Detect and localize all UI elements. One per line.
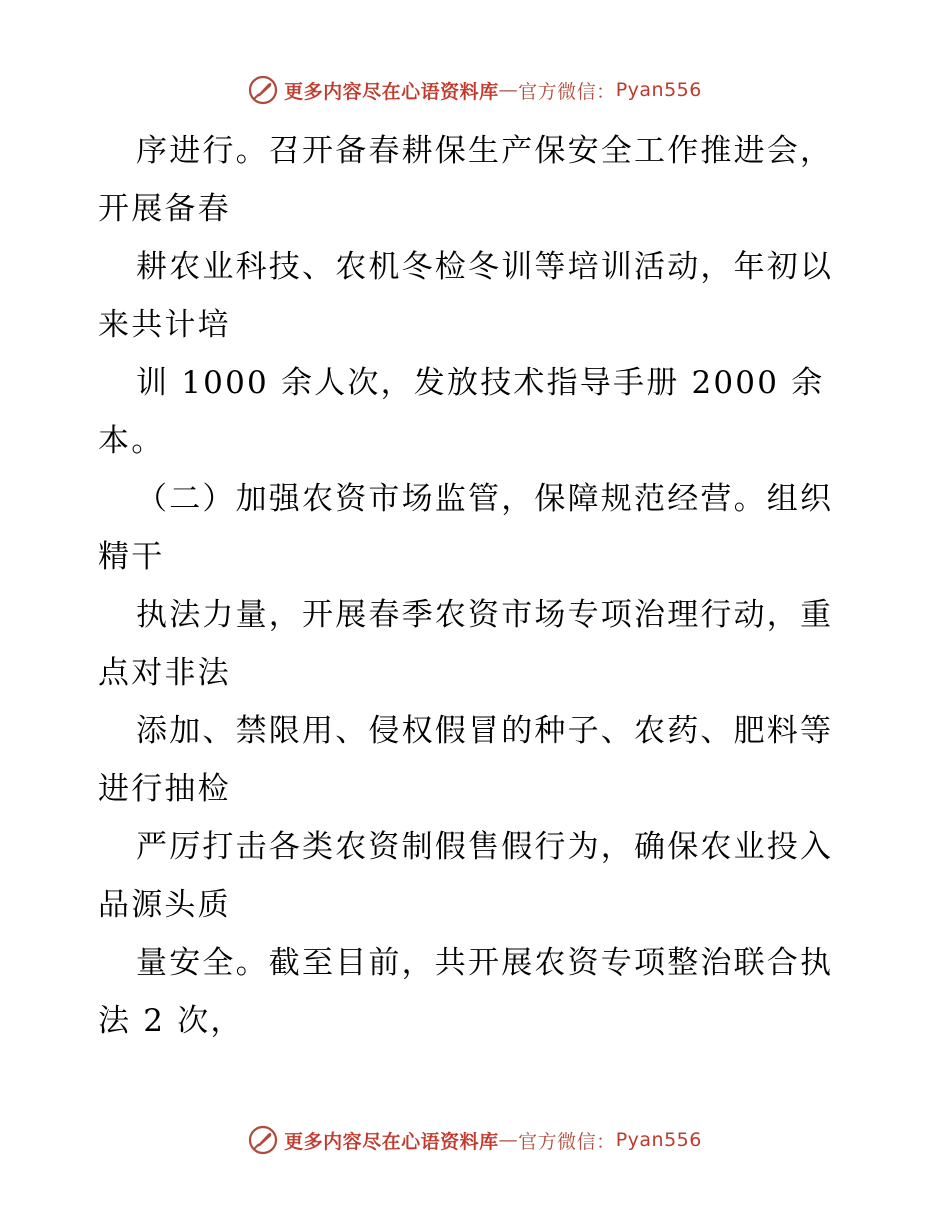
watermark-dash: — xyxy=(498,1129,519,1151)
text-line: 来共计培 xyxy=(98,307,231,343)
text-line: 品源头质 xyxy=(98,887,231,923)
text-line: 严厉打击各类农资制假售假行为，确保农业投入 xyxy=(136,829,834,865)
text-line: 精干 xyxy=(98,539,165,575)
text-line: 法 2 次， xyxy=(98,1003,244,1039)
watermark-brand: 更多内容尽在心语资料库 xyxy=(284,80,499,103)
feather-logo-icon xyxy=(248,1125,278,1155)
watermark-label: 官方微信： xyxy=(518,80,616,103)
watermark-dash: — xyxy=(498,79,519,101)
text-line: 开展备春 xyxy=(98,191,231,227)
watermark-id: Pyan556 xyxy=(615,79,702,101)
document-body xyxy=(98,122,868,1050)
text-line: 序进行。召开备春耕保生产保安全工作推进会， xyxy=(136,133,834,169)
text-line: （二）加强农资市场监管，保障规范经营。组织 xyxy=(136,481,834,517)
feather-logo-icon xyxy=(248,75,278,105)
text-line: 进行抽检 xyxy=(98,771,231,807)
watermark-footer xyxy=(0,1120,950,1160)
text-line: 本。 xyxy=(98,423,165,459)
text-line: 耕农业科技、农机冬检冬训等培训活动，年初以 xyxy=(136,249,834,285)
text-line: 执法力量，开展春季农资市场专项治理行动，重 xyxy=(136,597,834,633)
text-line: 量安全。截至目前，共开展农资专项整治联合执 xyxy=(136,945,834,981)
text-line: 点对非法 xyxy=(98,655,231,691)
watermark-label: 官方微信： xyxy=(518,1130,616,1153)
text-line: 添加、禁限用、侵权假冒的种子、农药、肥料等 xyxy=(136,713,834,749)
watermark-header xyxy=(0,70,950,110)
watermark-id: Pyan556 xyxy=(615,1129,702,1151)
text-line: 训 1000 余人次，发放技术指导手册 2000 余 xyxy=(136,365,825,401)
watermark-brand: 更多内容尽在心语资料库 xyxy=(284,1130,499,1153)
